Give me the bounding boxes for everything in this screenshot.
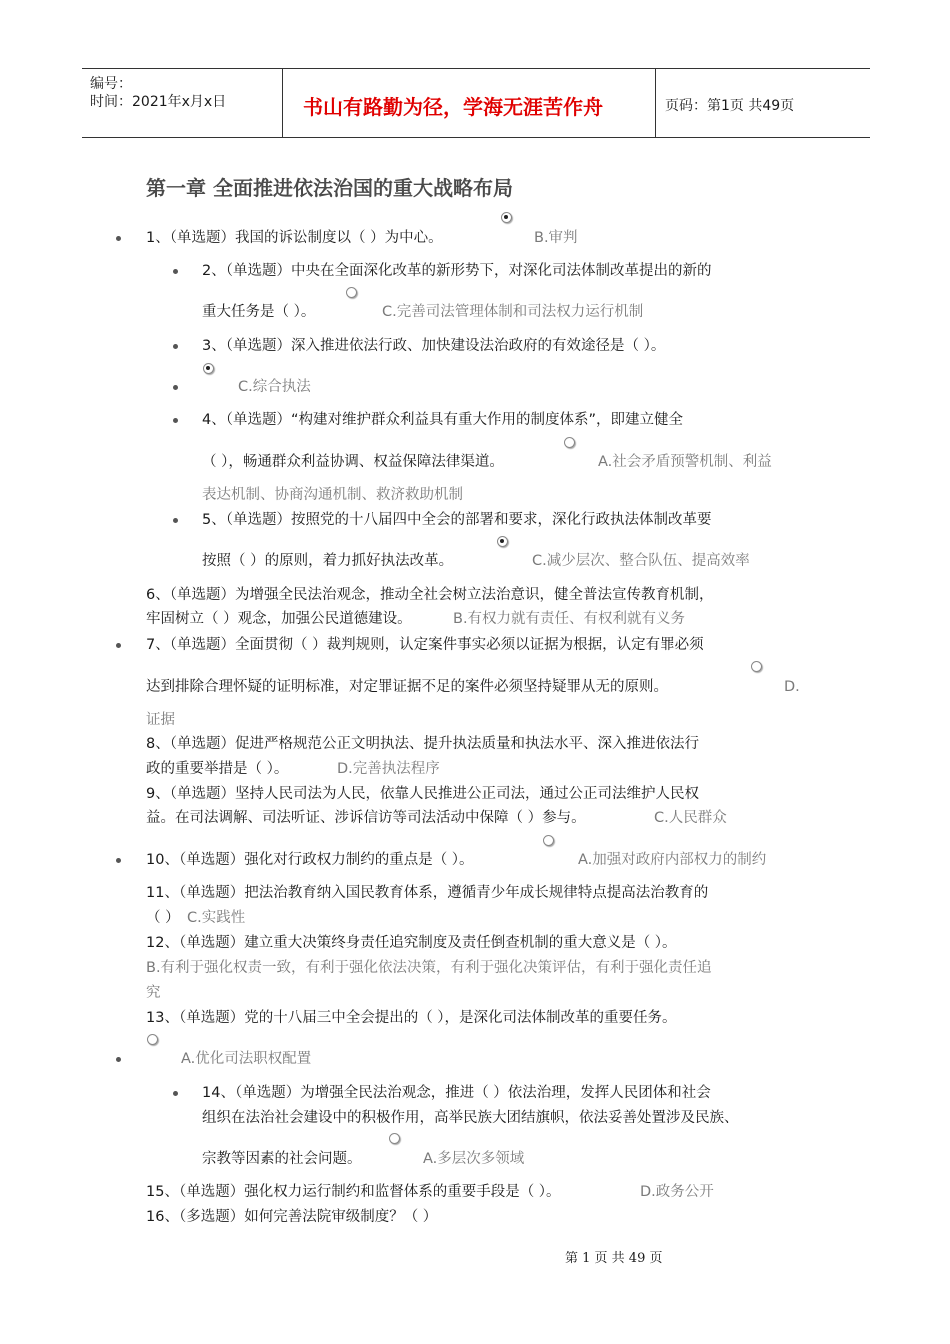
page-code: 页码：第1页 共49页 (665, 98, 795, 114)
question-11: 11、（单选题）把法治教育纳入国民教育体系，遵循青少年成长规律特点提高法治教育的 (146, 885, 709, 901)
question-7-cont: 达到排除合理怀疑的证明标准，对定罪证据不足的案件必须坚持疑罪从无的原则。 (146, 679, 668, 695)
question-9: 9、（单选题）坚持人民司法为人民，依靠人民推进公正司法，通过公正司法维护人民权 (146, 786, 699, 802)
question-9-cont: 益。在司法调解、司法听证、涉诉信访等司法活动中保障（ ）参与。 (146, 810, 586, 826)
question-7: 7、（单选题）全面贯彻（ ）裁判规则，认定案件事实必须以证据为根据，认定有罪必须 (146, 637, 704, 653)
motto: 书山有路勤为径，学海无涯苦作舟 (303, 95, 603, 119)
number-label: 编号： (90, 76, 132, 92)
question-8-cont: 政的重要举措是（ ）。 (146, 761, 289, 777)
answer-15: D.政务公开 (640, 1184, 714, 1200)
question-8: 8、（单选题）促进严格规范公正文明执法、提升执法质量和执法水平、深入推进依法行 (146, 736, 699, 752)
radio-button[interactable] (203, 363, 214, 374)
question-3: 3、（单选题）深入推进依法行政、加快建设法治政府的有效途径是（ ）。 (202, 338, 666, 354)
question-6: 6、（单选题）为增强全民法治观念，推动全社会树立法治意识，健全普法宣传教育机制， (146, 587, 714, 603)
answer-4-cont: 表达机制、协商沟通机制、救济救助机制 (202, 487, 463, 503)
radio-button[interactable] (389, 1133, 400, 1144)
bullet (116, 236, 121, 241)
bullet (116, 643, 121, 648)
bullet (173, 1091, 178, 1096)
answer-5: C.减少层次、整合队伍、提高效率 (532, 553, 750, 569)
question-14-cont2: 宗教等因素的社会问题。 (202, 1151, 362, 1167)
bullet (173, 269, 178, 274)
answer-1: B.审判 (534, 230, 578, 246)
bullet (173, 344, 178, 349)
question-14-cont: 组织在法治社会建设中的积极作用，高举民族大团结旗帜，依法妥善处置涉及民族、 (202, 1110, 739, 1126)
question-2-cont: 重大任务是（ ）。 (202, 304, 316, 320)
radio-button[interactable] (147, 1034, 158, 1045)
question-12: 12、（单选题）建立重大决策终身责任追究制度及责任倒查机制的重大意义是（ ）。 (146, 935, 677, 951)
answer-9: C.人民群众 (654, 810, 727, 826)
answer-14: A.多层次多领域 (423, 1151, 525, 1167)
question-10: 10、（单选题）强化对行政权力制约的重点是（ ）。 (146, 852, 474, 868)
question-16: 16、（多选题）如何完善法院审级制度？（ ） (146, 1209, 438, 1225)
bullet (173, 385, 178, 390)
answer-2: C.完善司法管理体制和司法权力运行机制 (382, 304, 644, 320)
question-13: 13、（单选题）党的十八届三中全会提出的（ ），是深化司法体制改革的重要任务。 (146, 1010, 677, 1026)
bullet (173, 518, 178, 523)
radio-button[interactable] (564, 437, 575, 448)
question-4: 4、（单选题）“构建对维护群众利益具有重大作用的制度体系”，即建立健全 (202, 412, 683, 428)
question-11-cont: （ ） (146, 910, 180, 926)
radio-button[interactable] (501, 212, 512, 223)
time-label: 时间：2021年x月x日 (90, 94, 227, 110)
radio-button[interactable] (497, 536, 508, 547)
header-page-cell (655, 69, 870, 137)
answer-10: A.加强对政府内部权力的制约 (578, 852, 767, 868)
question-5: 5、（单选题）按照党的十八届四中全会的部署和要求，深化行政执法体制改革要 (202, 512, 712, 528)
bullet (116, 1057, 121, 1062)
question-14: 14、（单选题）为增强全民法治观念，推进（ ）依法治理，发挥人民团体和社会 (202, 1085, 711, 1101)
bullet (173, 418, 178, 423)
question-15: 15、（单选题）强化权力运行制约和监督体系的重要手段是（ ）。 (146, 1184, 561, 1200)
answer-12-cont: 究 (146, 985, 161, 1001)
answer-3: C.综合执法 (238, 379, 311, 395)
answer-12: B.有利于强化权责一致，有利于强化依法决策，有利于强化决策评估，有利于强化责任追 (146, 960, 712, 976)
answer-4: A.社会矛盾预警机制、利益 (598, 454, 772, 470)
chapter-title: 第一章 全面推进依法治国的重大战略布局 (146, 176, 513, 200)
radio-button[interactable] (751, 661, 762, 672)
question-4-cont: （ ），畅通群众利益协调、权益保障法律渠道。 (202, 454, 504, 470)
document-header (82, 68, 870, 138)
header-meta-cell (82, 69, 282, 137)
page-footer: 第 1 页 共 49 页 (565, 1251, 663, 1266)
question-1: 1、（单选题）我国的诉讼制度以（ ）为中心。 (146, 230, 443, 246)
answer-7: D. (784, 679, 800, 695)
answer-13: A.优化司法职权配置 (181, 1051, 312, 1067)
answer-7-cont: 证据 (146, 712, 175, 728)
radio-button[interactable] (543, 835, 554, 846)
question-2: 2、（单选题）中央在全面深化改革的新形势下，对深化司法体制改革提出的新的 (202, 263, 712, 279)
bullet (116, 858, 121, 863)
question-5-cont: 按照（ ）的原则，着力抓好执法改革。 (202, 553, 454, 569)
answer-11: C.实践性 (187, 910, 246, 926)
radio-button[interactable] (346, 287, 357, 298)
question-6-cont: 牢固树立（ ）观念，加强公民道德建设。 (146, 611, 412, 627)
header-motto-cell (282, 69, 656, 137)
answer-6: B.有权力就有责任、有权利就有义务 (453, 611, 686, 627)
answer-8: D.完善执法程序 (337, 761, 440, 777)
